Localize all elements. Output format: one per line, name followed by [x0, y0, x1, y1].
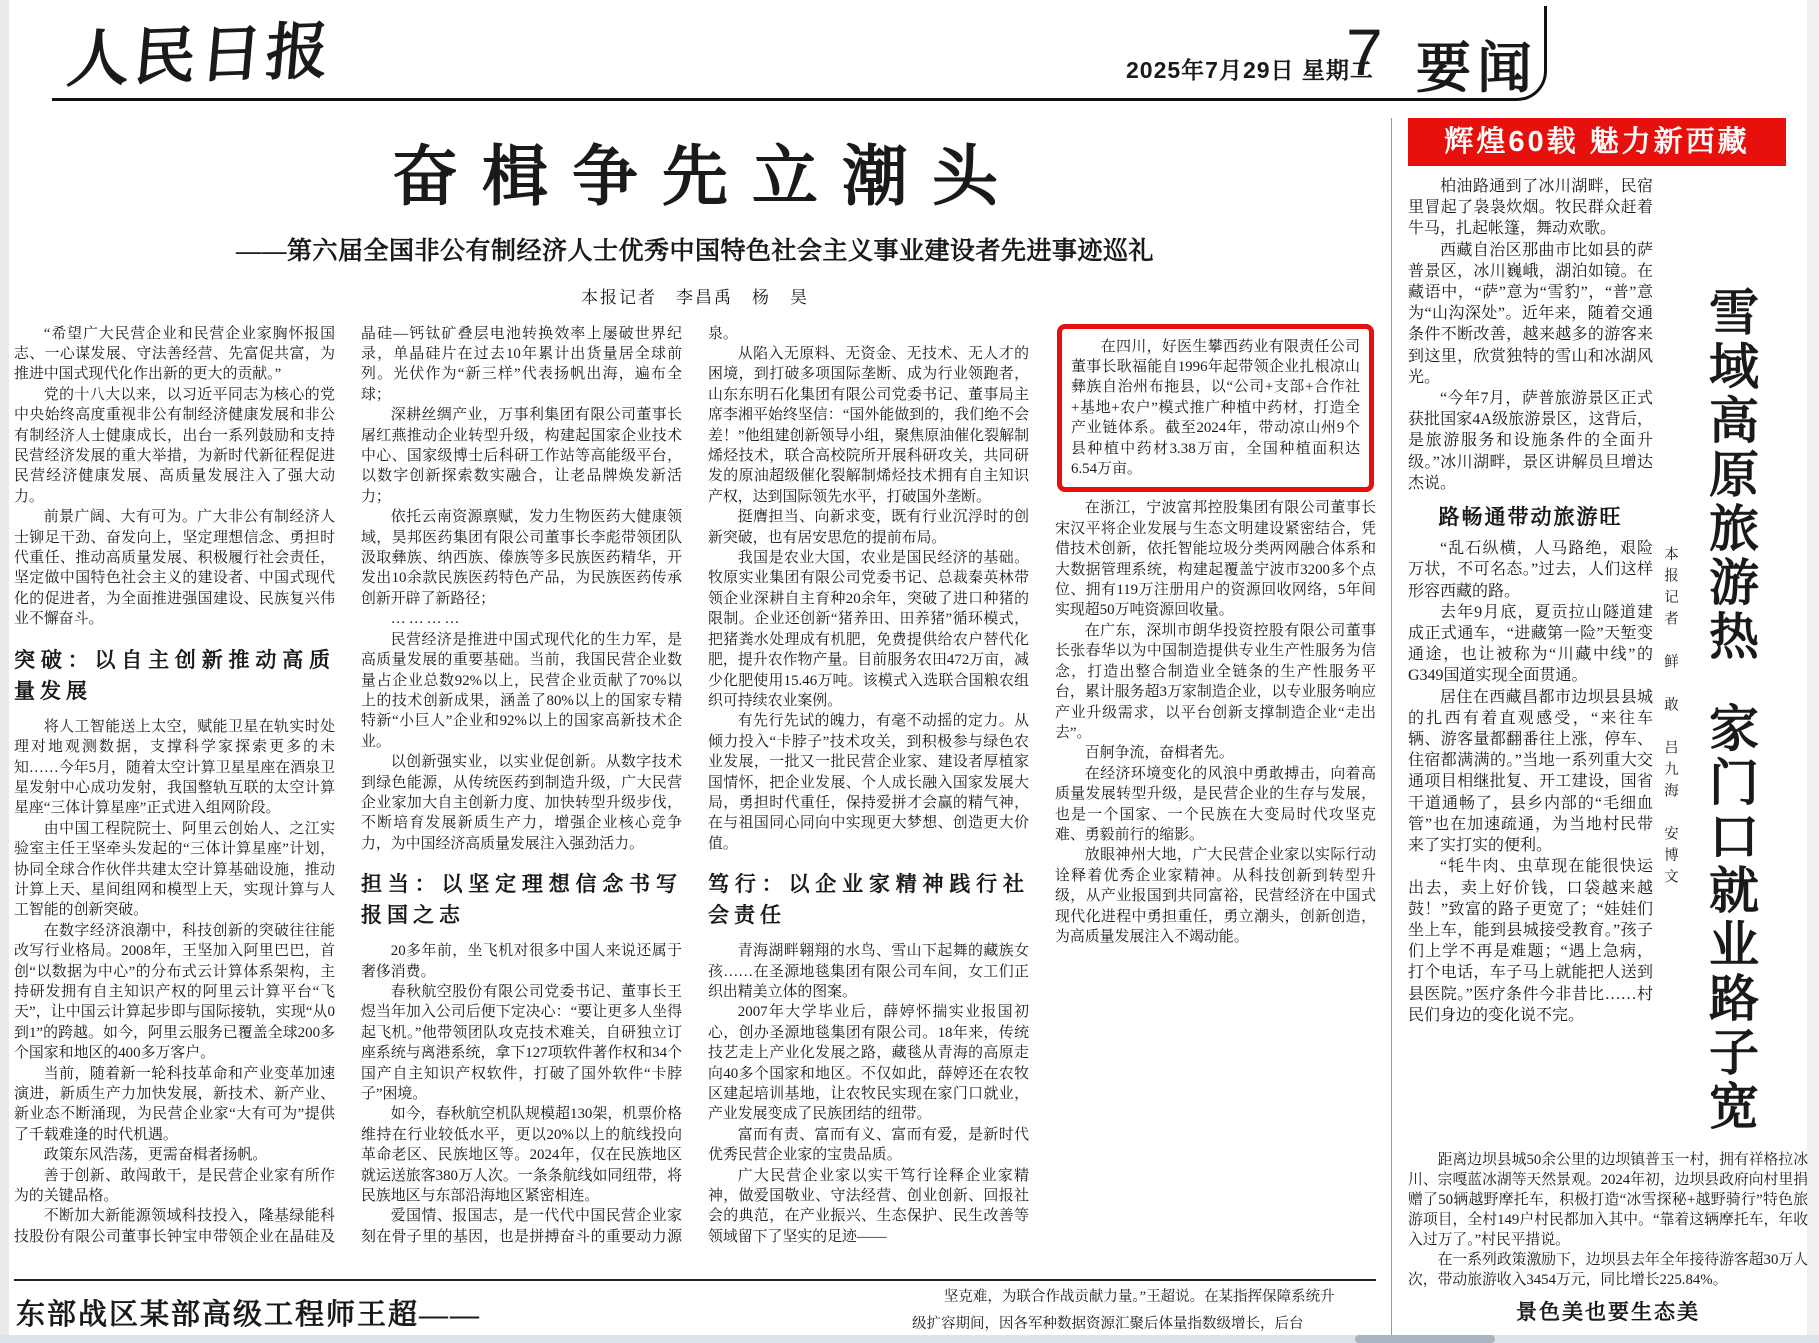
- masthead-logo: 人民日报: [64, 17, 336, 96]
- main-article: [14, 118, 1376, 1266]
- article-paragraph: 从陷入无原料、无资金、无技术、无人才的困境，到打破多项国际垄断、成为行业领跑者，山东东明石化集团有限公司党委书记、董事局主席李湘平始终坚信：“国外能做到的，我们绝不会差！”他组建创新领导小组，聚焦原油催化裂解制烯烃技术，联合高校院所开展科研攻关，共同研发的原油超级催化裂解制烯烃技术拥有自主知识产权，达到国际领先水平，打破国外垄断。: [708, 346, 1029, 505]
- article-paragraph: 善于创新、敢闯敢干，是民营企业家有所作为的关键品格。: [14, 1167, 335, 1205]
- article-paragraph: 如今，春秋航空机队规模超130架，机票价格维持在行业较低水平，更以20%以上的航线投向革命老区、民族地区等。2024年，仅在民族地区就运送旅客380万人次。一条条航线如同纽带，将民族地区与东部沿海地区紧密相连。: [361, 1106, 682, 1205]
- article-paragraph: 政策东风浩荡，更需奋楫者扬帆。: [43, 1147, 268, 1164]
- sidebar-kicker-banner: 辉煌60载 魅力新西藏: [1408, 118, 1786, 166]
- article-paragraph: 放眼神州大地，广大民营企业家以实际行动诠释着优秀企业家精神。从科技创新到转型升级，从产业报国到共同富裕，民营经济在中国式现代化进程中勇担重任，勇立潮头，创新创造，为高质量发展注入不竭动能。: [1055, 847, 1376, 945]
- article-paragraph: 以创新强实业，以实业促创新。从数字技术到绿色能源，从传统医药到制造升级，广大民营企业家加大自主创新力度、加快转型升级步伐，不断培育发展新质生产力，增强企业核心竞争力，为中国经济高质量发展注入强劲活力。: [361, 754, 682, 852]
- sidebar-text-column: [1408, 176, 1653, 1026]
- article-paragraph: 前景广阔、大有可为。广大非公有制经济人士铆足干劲、奋发向上，坚定理想信念、勇担时代重任、推动高质量发展、积极履行社会责任，坚定做中国特色社会主义的建设者、中国式现代化的促进者，为全面推进强国建设、民族复兴伟业不懈奋斗。: [14, 509, 335, 628]
- article-paragraph: 20多年前，坐飞机对很多中国人来说还属于奢侈消费。: [361, 943, 682, 980]
- headline-gap: [1705, 664, 1755, 702]
- article-paragraph: 民营经济是推进中国式现代化的生力军，是高质量发展的重要基础。当前，我国民营企业数量占企业总数92%以上，民营企业贡献了70%以上的技术创新成果，涵盖了80%以上的国家专精特新“小巨人”企业和92%以上的国家高新技术企业。: [361, 631, 682, 750]
- main-article-columns: [14, 324, 1376, 1266]
- article-paragraph: 在数字经济浪潮中，科技创新的突破往往能改写行业格局。2008年，王坚加入阿里巴巴，首创“以数据为中心”的分布式云计算体系架构，主持研发拥有自主知识产权的阿里云计算平台“飞天”，让中国云计算起步即与国际接轨，实现“从0到1”的跨越。如今，阿里云服务已覆盖全球200多个国家和地区的400多万客户。: [14, 922, 335, 1062]
- bottom-article-kicker: 东部战区某部高级工程师王超——: [16, 1299, 482, 1331]
- article-paragraph: 百舸争流，奋楫者先。: [1084, 745, 1234, 762]
- sidebar-headline-line2: 家门口就业路子宽: [1702, 702, 1758, 1134]
- article-paragraph: 2007年大学毕业后，薛婷怀揣实业报国初心，创办圣源地毯集团有限公司。18年来，传统技艺走上产业化发展之路，藏毯从青海的高原走向40多个国家和地区。不仅如此，薛婷还在农牧区建起培训基地，让农牧民实现在家门口就业，产业发展变成了民族团结的纽带。: [708, 1004, 1029, 1123]
- article-paragraph: 广大民营企业家以实干笃行诠释企业家精神，做爱国敬业、守法经营、创业创新、回报社会的典范，在产业振兴、生态保护、民生改善等领域留下了坚实的足迹——: [708, 1167, 1029, 1245]
- article-paragraph: 我国是农业大国，农业是国民经济的基础。牧原实业集团有限公司党委书记、总裁秦英林带领企业深耕自主育种20余年，突破了进口种猪的限制。企业还创新“猪养田、田养猪”循环模式，把猪粪水处理成有机肥，免费提供给农户替代化肥，提升农作物产量。目前服务农田472万亩，减少化肥使用15.46万吨。该模式入选联合国粮农组织可持续农业案例。: [708, 550, 1029, 709]
- article-paragraph: 柏油路通到了冰川湖畔，民宿里冒起了袅袅炊烟。牧民群众赶着牛马，扎起帐篷，舞动欢歌。: [1408, 178, 1653, 238]
- article-paragraph: …………: [390, 611, 463, 628]
- sidebar-divider: [1391, 118, 1392, 1336]
- article-paragraph: “牦牛肉、虫草现在能很快运出去，卖上好价钱，口袋越来越鼓！”致富的路子更宽了；“娃娃们坐上车，能到县城接受教育。”孩子们上学不再是难题；“遇上急病，打个电话，车子马上就能把人送到县医院。”医疗条件今非昔比……村民们身边的变化说不完。: [1408, 858, 1653, 1024]
- article-paragraph: 去年9月底，夏贡拉山隧道建成正式通车，“进藏第一险”天堑变通途，也让被称为“川藏中线”的G349国道实现全面贯通。: [1408, 603, 1653, 685]
- article-paragraph: 青海湖畔翱翔的水鸟、雪山下起舞的藏族女孩……在圣源地毯集团有限公司车间，女工们正织出精美立体的图案。: [708, 943, 1029, 1000]
- article-paragraph: 有先行先试的魄力，有毫不动摇的定力。从倾力投入“卡脖子”技术攻关，到积极参与绿色农业发展，一批又一批民营企业家、建设者厚植家国情怀，把企业发展、个人成长融入国家发展大局，勇担时代重任，保持爱拼才会赢的精气神，在与祖国同心同向中实现更大梦想、创造更大价值。: [708, 713, 1029, 852]
- article-paragraph: 爱国情、报国志，是一代代中国民营企业家刻在骨子里的基因，也是拼搏奋斗的重要动力源泉。: [361, 325, 738, 1245]
- section-heading: 突破：以自主创新推动高质量发展: [14, 648, 335, 703]
- article-paragraph: 距离边坝县城50余公里的边坝镇普玉一村，拥有祥格拉冰川、宗嘎蓝冰湖等天然景观。2024年初，边坝县政府向村里捐赠了50辆越野摩托车，积极打造“冰雪探秘+越野骑行”特色旅游项目，全村149户村民都加入其中。“靠着这辆摩托车，年收入过万了。”村民平措说。: [1408, 1152, 1808, 1248]
- article-paragraph: 在一系列政策激励下，边坝县去年全年接待游客超30万人次，带动旅游收入3454万元，同比增长225.84%。: [1408, 1252, 1808, 1288]
- section-name: 要闻: [1416, 38, 1539, 99]
- article-paragraph: 挺膺担当、向新求变，既有行业沉浮时的创新突破，也有居安思危的提前布局。: [708, 509, 1029, 546]
- article-paragraph: 当前，随着新一轮科技革命和产业变革加速演进，新质生产力加快发展，新技术、新产业、新业态不断涌现，为民营企业家“大有可为”提供了千载难逢的时代机遇。: [14, 1065, 335, 1143]
- article-paragraph: 在浙江，宁波富邦控股集团有限公司董事长宋汉平将企业发展与生态文明建设紧密结合，凭借技术创新，依托智能垃圾分类两网融合体系和大数据管理系统，构建起覆盖宁波市3200多个点位、拥有119万注册用户的资源回收网络，5年间实现超50万吨资源回收量。: [1055, 500, 1376, 619]
- bottom-fragment-line: 级扩容期间，因各军种数据资源汇聚后体量指数级增长，后台: [912, 1316, 1304, 1332]
- article-paragraph: “今年7月，萨普旅游景区正式获批国家4A级旅游景区，这背后，是旅游服务和设施条件的全面升级。”冰川湖畔，景区讲解员旦增达杰说。: [1408, 390, 1653, 492]
- article-paragraph: 将人工智能送上太空，赋能卫星在轨实时处理对地观测数据，支撑科学家探索更多的未知……今年5月，随着太空计算卫星星座在酒泉卫星发射中心成功发射，我国整轨互联的太空计算星座“三体计算星座”正式进入组网阶段。: [14, 718, 335, 817]
- article-paragraph: “希望广大民营企业和民营企业家胸怀报国志、一心谋发展、守法善经营、先富促共富，为推进中国式现代化作出新的更大的贡献。”: [14, 325, 335, 383]
- article-paragraph: 依托云南资源禀赋，发力生物医药大健康领域，昊邦医药集团有限公司董事长李彪带领团队汲取彝族、纳西族、傣族等多民族医药精华，开发出10余款民族医药特色产品，为民族医药传承创新开辟了新路径；: [361, 509, 682, 607]
- main-headline: 奋楫争先立潮头: [392, 139, 1022, 213]
- section-heading: 笃行：以企业家精神践行社会责任: [708, 873, 1029, 928]
- article-paragraph: 西藏自治区那曲市比如县的萨普景区，冰川巍峨，湖泊如镜。在藏语中，“萨”意为“雪豹”，“普”意为“山沟深处”。近年来，随着交通条件不断改善，越来越多的游客来到这里，欣赏独特的雪山和冰湖风光。: [1408, 241, 1653, 386]
- sub-heading: 景色美也要生态美: [1516, 1301, 1700, 1324]
- sidebar-article: [1402, 118, 1812, 1336]
- highlighted-paragraph: 在四川，好医生攀西药业有限责任公司董事长耿福能自1996年起带领企业扎根凉山彝族自治州布拖县，以“公司+支部+合作社+基地+农户”模式推广种植中药材，打造全产业链体系。截至2024年，带动凉山州9个县种植中药材3.38万亩，全国种植面积达6.54万亩。: [1057, 324, 1374, 493]
- article-paragraph: 在经济环境变化的风浪中勇敢搏击，向着高质量发展转型升级，是民营企业的生存与发展，也是一个国家、一个民族在大变局时代攻坚克难、勇毅前行的缩影。: [1055, 765, 1376, 843]
- article-paragraph: 富而有责、富而有义、富而有爱，是新时代优秀民营企业家的宝贵品质。: [708, 1126, 1029, 1164]
- article-paragraph: 居住在西藏昌都市边坝县县城的扎西有着直观感受，“来往车辆、游客量都翻番往上涨，停车、住宿都满满的。”当地一系列重大交通项目相继批复、开工建设，国省干道通畅了，县乡内部的“毛细血管”也在加速疏通，为当地村民带来了实打实的便利。: [1408, 688, 1653, 855]
- article-paragraph: 春秋航空股份有限公司党委书记、董事长王煜当年加入公司后便下定决心：“要让更多人坐得起飞机。”他带领团队攻克技术难关，自研独立订座系统与离港系统，拿下127项软件著作权和34个国产自主知识产权软件，打破了国外软件“卡脖子”困境。: [361, 983, 682, 1102]
- horizontal-scrollbar-thumb[interactable]: [1355, 1335, 1495, 1343]
- sidebar-wide-column: [1408, 1150, 1808, 1333]
- main-byline: 本报记者 李昌禹 杨 昊: [581, 287, 809, 307]
- sidebar-vertical-headline: [1698, 286, 1762, 1286]
- section-heading: 担当：以坚定理想信念书写报国之志: [361, 873, 682, 928]
- article-paragraph: 深耕丝绸产业，万事利集团有限公司董事长屠红燕推动企业转型升级，构建起国家企业技术中心、国家级博士后科研工作站等高能级平台，以数字创新探索数实融合，让老品牌焕发新活力；: [361, 407, 682, 505]
- sidebar-byline: 本报记者 鲜 敢 吕九海 安博文: [1662, 546, 1678, 890]
- article-paragraph: 由中国工程院院士、阿里云创始人、之江实验室主任王坚牵头发起的“三体计算星座”计划，协同全球合作伙伴共建太空计算基础设施，推动计算上天、星间组网和模型上天，实现计算与人工智能的创新突破。: [14, 820, 335, 919]
- horizontal-scrollbar-track[interactable]: [0, 1335, 1819, 1343]
- article-paragraph: “乱石纵横，人马路绝，艰险万状，不可名态。”过去，人们这样形容西藏的路。: [1408, 540, 1653, 600]
- bottom-fragment-line: 坚克难，为联合作战贡献力量。”王超说。在某指挥保障系统升: [943, 1289, 1335, 1305]
- bottom-article-fragment: [912, 1284, 1378, 1338]
- page-left-edge: [0, 0, 9, 1343]
- bottom-rule: [14, 1279, 1376, 1281]
- sidebar-headline-line1: 雪域高原旅游热: [1702, 286, 1758, 664]
- article-paragraph: 不断加大新能源领域科技投入，隆基绿能科技股份有限公司董事长钟宝申带领企业在晶硅及晶硅—钙钛矿叠层电池转换效率上屡破世界纪录，单晶硅片在过去10年累计出货量居全球前列。光伏作为“新三样”代表扬帆出海，遍布全球；: [14, 325, 682, 1245]
- sub-heading: 路畅通带动旅游旺: [1438, 506, 1623, 530]
- dateline: 2025年7月29日 星期二: [1126, 57, 1374, 83]
- article-paragraph: 在广东，深圳市朗华投资控股有限公司董事长张春华以为中国制造提供专业生产性服务为信念，打造出整合制造业全链条的生产性服务平台，累计服务超3万家制造企业，以专业服务响应产业升级需求，以平台创新支撑制造企业“走出去”。: [1055, 622, 1376, 741]
- main-subtitle: ——第六届全国非公有制经济人士优秀中国特色社会主义事业建设者先进事迹巡礼: [235, 237, 1154, 265]
- article-paragraph: 党的十八大以来，以习近平同志为核心的党中央始终高度重视非公有制经济健康发展和非公有制经济人士健康成长，出台一系列鼓励和支持民营经济发展的重大举措，为新时代新征程促进民营经济健康发展、高质量发展注入了强大动力。: [14, 386, 335, 505]
- page-number: 7: [1346, 15, 1383, 89]
